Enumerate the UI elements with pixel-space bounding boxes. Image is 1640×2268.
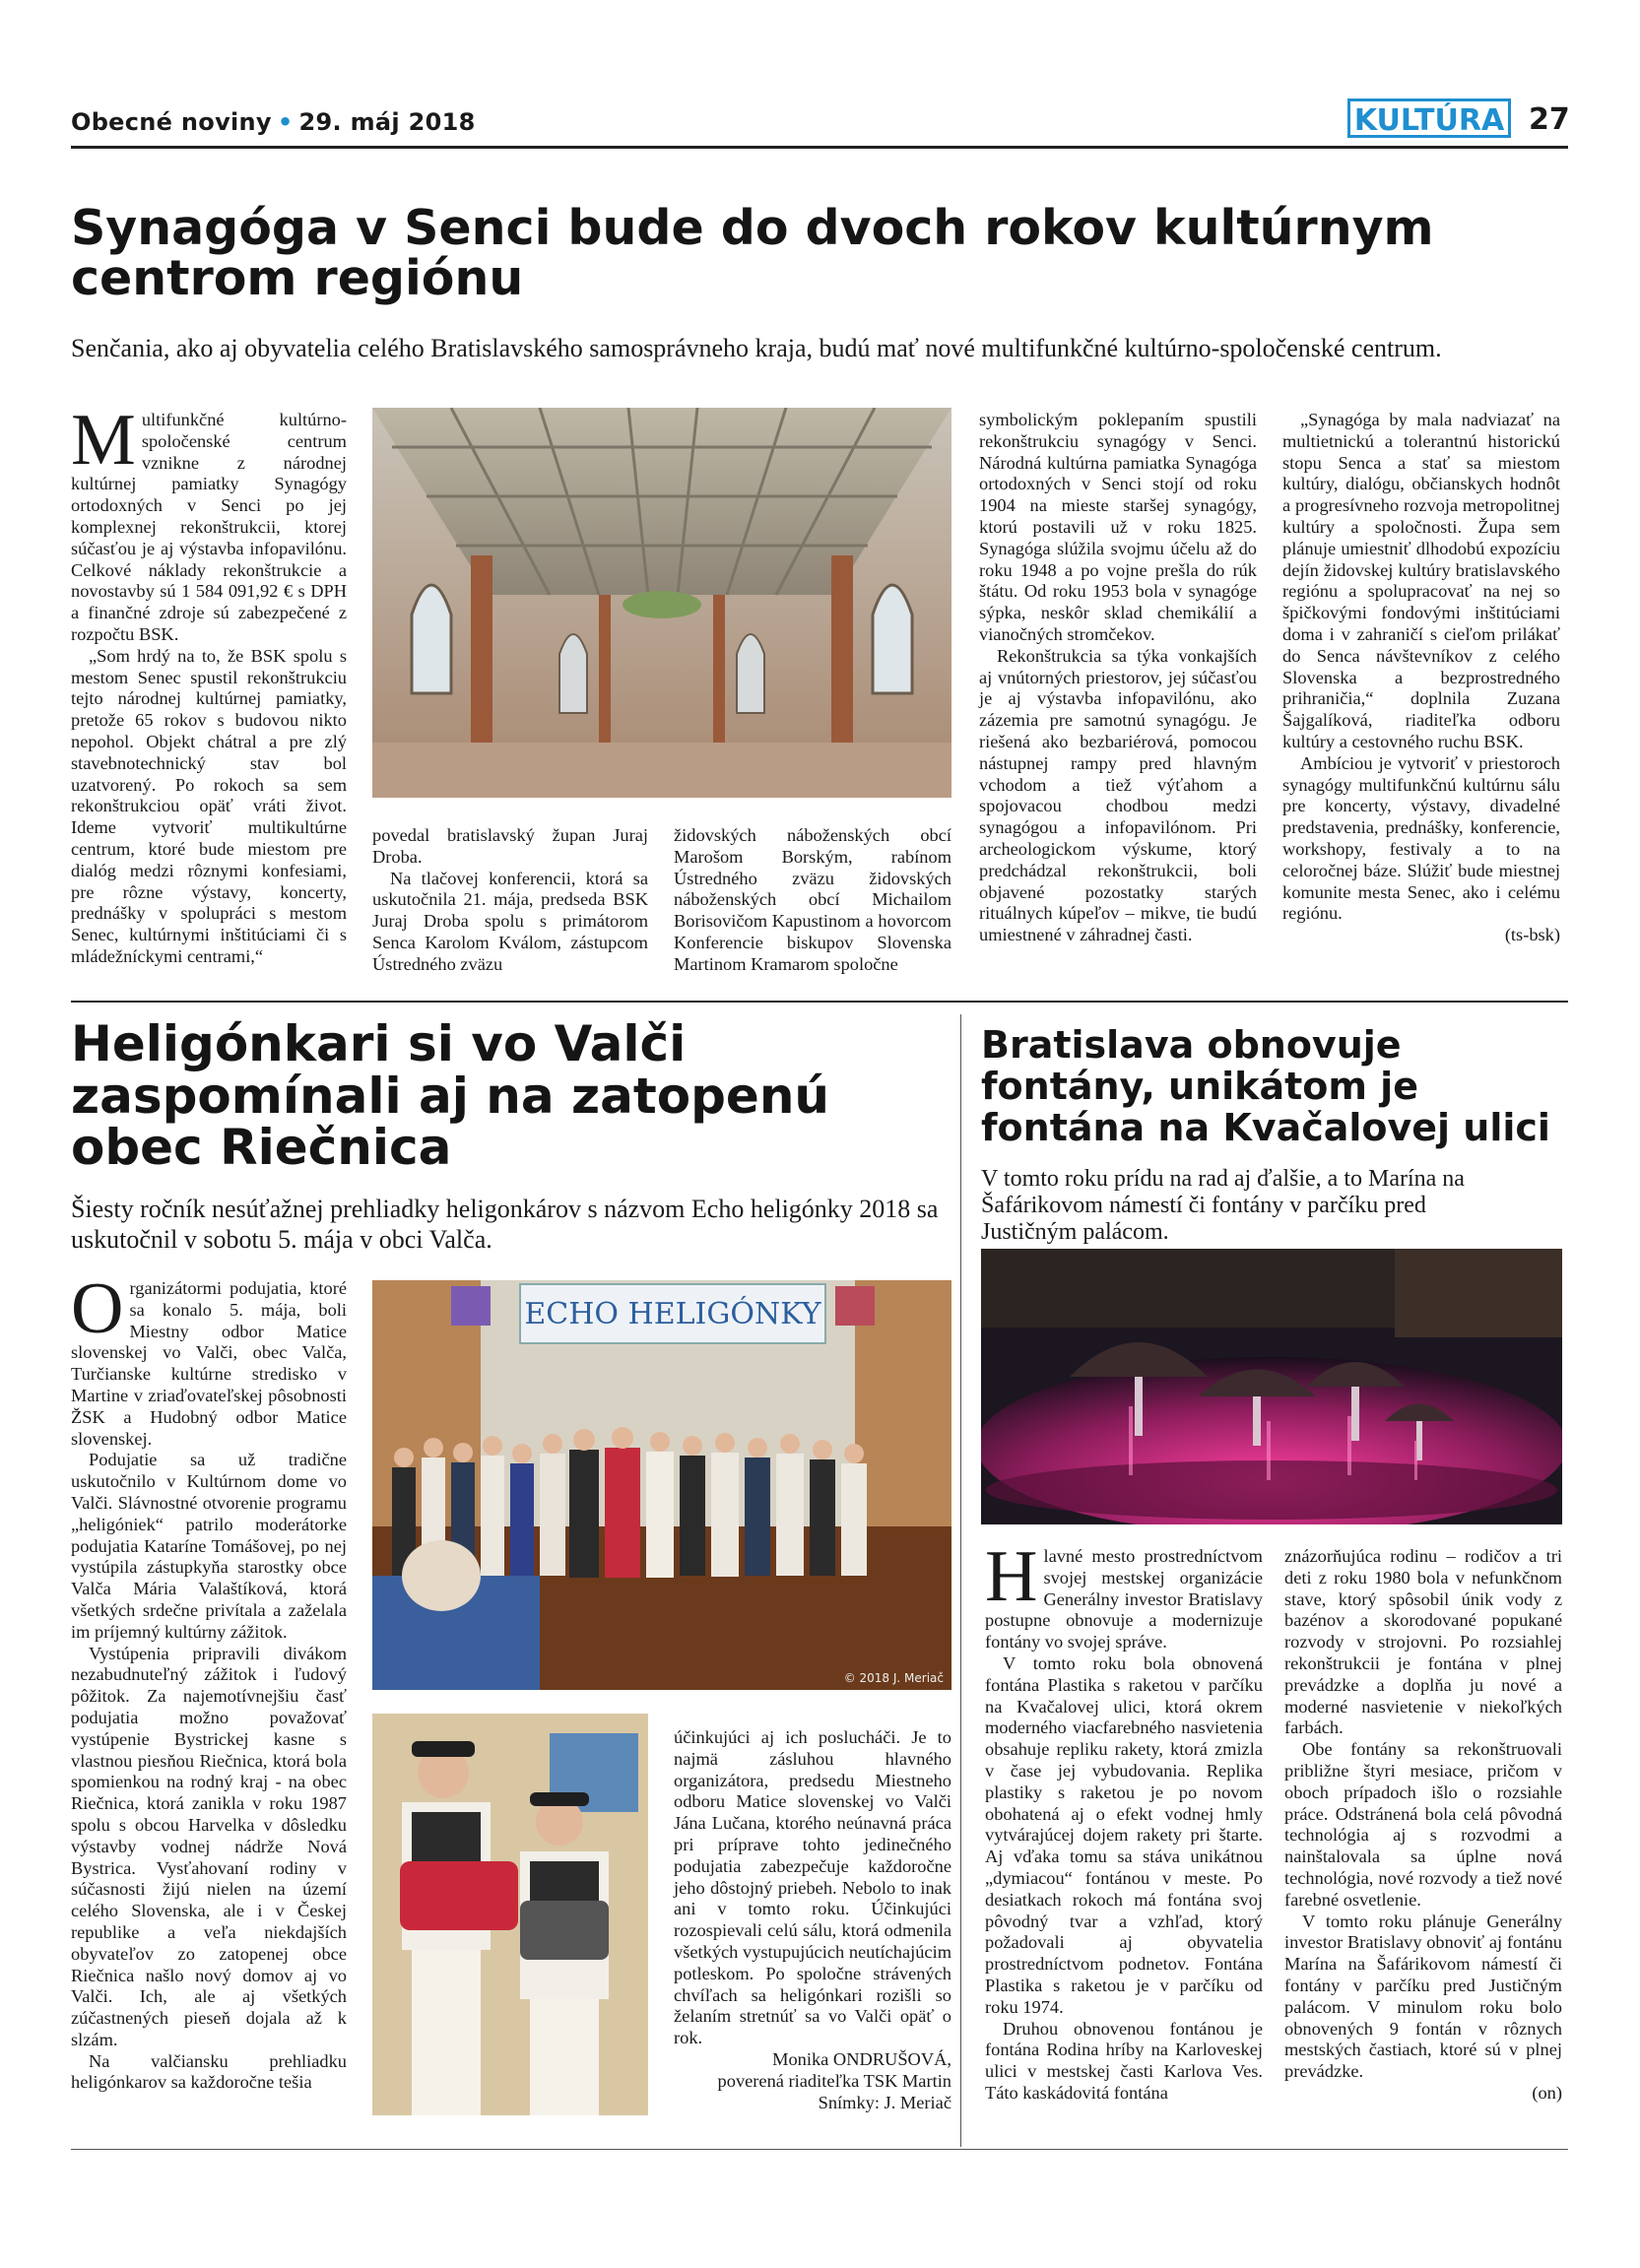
article1-paragraph: židovských náboženských obcí Marošom Borským, rabínom Ústredného zväzu židovských náboženských obcí Michailom Borisovičom Kapustinom a hovorcom Konferencie biskupov Slovenska Martinom Kramarom spoločne (674, 825, 951, 974)
article3-paragraph: Druhou obnovenou fontánou je fontána Rodina hríby na Karloveskej ulici v mestskej časti Karlova Ves. Táto kaskádovitá fontána (985, 2018, 1263, 2103)
page-number: 27 (1529, 102, 1570, 137)
article2-title: Heligónkari si vo Valči zaspomínali aj na zatopenú obec Riečnica (71, 1015, 830, 1176)
newspaper-name: Obecné noviny (71, 108, 272, 136)
photo-credit: © 2018 J. Meriač (843, 1671, 944, 1685)
article1-paragraph: Rekonštrukcia sa týka vonkajších aj vnútorných priestorov, jej súčasťou je aj výstavba infopavilónu, ako zázemia pre samotnú synagógu. Je riešená ako bezbariérová, pomocou nástupnej rampy pred hlavným vchodom a tiež výťahom a spojovacou chodbou medzi synagógou a infopavilónom. Pri archeologickom výskume, ktorý predchádzal rekonštrukcii, boli objavené pozostatky starých rituálnych kúpeľov – mikve, tie budú umiestnené v záhradnej časti. (979, 645, 1257, 945)
article3-column-1 (985, 1536, 1263, 2105)
article2-paragraph: rganizátormi podujatia, ktoré sa konalo 5. mája, boli Miestny odbor Matice slovenskej vo Valči, obec Valča, Turčianske kultúrne stredisko v Martine v zriaďovateľskej pôsobnosti ŽSK a Hudobný odbor Matice slovenskej. (71, 1278, 347, 1449)
article3-paragraph: lavné mesto prostredníctvom svojej mestskej organizácie Generálny investor Bratislavy postupne obnovuje a modernizuje fontány vo svojej správe. (985, 1546, 1263, 1652)
article3-lead: V tomto roku prídu na rad aj ďalšie, a to Marína na Šafárikovom námestí či fontány v parčíku pred Justičným palácom. (981, 1166, 1465, 1245)
article3-paragraph: znázorňujúca rodinu – rodičov a tri deti z roku 1980 bola v nefunkčnom stave, ktorý spôsobil únik vody z bazénov a skorodované popukané rozvody v strojovni. Po rozsiahlej rekonštrukcii je fontána v plnej prevádzke a doplňa ju nové a moderné nasvietenie v niekoľkých farbách. (1284, 1546, 1562, 1738)
article1-title: Synagóga v Senci bude do dvoch rokov kultúrnym centrom regiónu (71, 200, 1434, 307)
article2-column-3 (674, 1727, 951, 2113)
article2-paragraph: Vystúpenia pripravili divákom nezabudnuteľný zážitok i ľudový pôžitok. Za najemotívnejšiu časť podujatia možno považovať vystúpenie Bystrickej kasne s vlastnou piesňou Riečnica, ktorá bola spomienkou na rodný kraj - na obec Riečnica, ktorá zanikla v roku 1987 spolu s obcou Harvelka v dôsledku výstavby vodnej nádrže Nová Bystrica. Vysťahovaní rodiny v súčasnosti žijú nielen na území celého Slovenska, ale i v Českej republike a veľa niekdajších obyvateľov zo zatopenej obce Riečnica našlo nový domov aj vo Valči. Ich, ale aj všetkých zúčastnených pieseň dojala až k slzám. (71, 1643, 347, 2049)
footer-rule (71, 2149, 1568, 2150)
article2-paragraph: Podujatie sa už tradične uskutočnilo v Kultúrnom dome vo Valči. Slávnostné otvorenie programu „heligóniek“ patrilo moderátorke podujatia Kataríne Tomášovej, po nej vystúpila zástupkyňa starostky obce Valča Mária Valaštíková, ktorá všetkých srdečne privítala a zaželala im príjemný kultúrny zážitok. (71, 1450, 347, 1642)
section-tag: KULTÚRA (1347, 98, 1511, 138)
banner-text: ECHO HELIGÓNKY (524, 1297, 821, 1331)
article3-paragraph: V tomto roku plánuje Generálny investor Bratislavy obnoviť aj fontánu Marína na Šafárikovom námestí či fontány v parčíku pred Justičným palácom. V minulom roku bolo obnovených 9 fontán v rôznych mestských častiach, ktoré sú v plnej prevádzke. (1284, 1911, 1562, 2082)
article1-column-3 (674, 825, 951, 976)
article1-dropcap: M (71, 400, 136, 481)
article1-paragraph: povedal bratislavský župan Juraj Droba. (372, 825, 648, 867)
column-divider (960, 1014, 961, 2147)
folk-ensemble-stage-photo (372, 1280, 951, 1690)
article1-lead: Senčania, ako aj obyvatelia celého Bratislavského samosprávneho kraja, budú mať nové multifunkčné kultúrno-spoločenské centrum. (71, 334, 1442, 362)
article2-dropcap: O (71, 1268, 124, 1349)
article2-author-role: poverená riaditeľka TSK Martin (717, 2070, 951, 2091)
article2-column-1 (71, 1268, 347, 2094)
article1-column-1 (71, 400, 347, 968)
article2-paragraph: Na valčiansku prehliadku heligónkarov sa každoročne tešia (71, 2050, 347, 2093)
article3-signature: (on) (1532, 2082, 1562, 2103)
article3-paragraph: V tomto roku bola obnovená fontána Plastika s raketou v parčíku na Kvačalovej ulici, ktorá okrem moderného viacfarebného nasvietenia obsahuje repliku rakety, ktorá zmizla v čase jej vybudovania. Replika plastiky s raketou je po novom obohatená aj o efekt vodnej hmly vytvárajúcej dojem rakety pri štarte. Aj vďaka tomu sa stáva unikátnou „dymiacou“ fontánou v meste. Po desiatkach rokoch má fontána svoj pôvodný tvar a vzhľad, ktorý požadovali aj obyvatelia prostredníctvom podnetov. Fontána Plastika s raketou je v parčíku od roku 1974. (985, 1652, 1263, 2017)
article2-author: Monika ONDRUŠOVÁ, (772, 2048, 951, 2069)
article1-paragraph: „Som hrdý na to, že BSK spolu s mestom Senec spustil rekonštrukciu tejto národnej kultúrnej pamiatky, pretože 65 rokov s budovou nikto nepohol. Objekt chátral a pre zlý stavebnotechnický stav bol uzatvorený. Po rokoch sa sem rekonštrukciou opäť vráti život. Ideme vytvoriť multikultúrne centrum, ktoré bude miestom pre dialóg medzi rôznymi konfesiami, pre rôzne výstavy, koncerty, prednášky v spolupráci s mestom Senec, kultúrnymi inštitúciami či s mládežníckymi centrami,“ (71, 645, 347, 966)
article1-signature: (ts-bsk) (1504, 925, 1560, 945)
article1-paragraph: ultifunkčné kultúrno-spoločenské centrum vznikne z národnej kultúrnej pamiatky Synagógy ortodoxných v Senci po jej komplexnej rekonštrukcii, ktorej súčasťou je aj výstavba infopavilónu. Celkové náklady rekonštrukcie a novostavby sú 1 584 091,92 € s DPH a finančné zdroje sú zabezpečené z rozpočtu BSK. (71, 410, 347, 644)
article2-paragraph: účinkujúci aj ich poslucháči. Je to najmä zásluhou hlavného organizátora, predsedu Miestneho odboru Matice slovenskej vo Valči Jána Lučana, ktorého neúnavná práca pri príprave tohto jedinečného podujatia zabezpečuje každoročne jeho dôstojný priebeh. Nebolo to inak ani v tomto roku. Účinkujúci rozospievali celú sálu, ktorá odmenila všetkých vystupujúcich neutíchajúcim potleskom. Po spoločne strávených chvíľach sa heligónkari rozišli so želaním stretnúť sa vo Valči opäť o rok. (674, 1727, 951, 2048)
article1-paragraph: Na tlačovej konferencii, ktorá sa uskutočnila 21. mája, predseda BSK Juraj Droba spolu s primátorom Senca Karolom Kválom, zástupcom Ústredného zväzu (372, 868, 648, 974)
illuminated-fountain-photo (981, 1249, 1562, 1524)
article3-paragraph: Obe fontány sa rekonštruovali približne štyri mesiace, pričom v oboch prípadoch išlo o rozsiahle práce. Odstránená bola celá pôvodná technológia aj s rozvodmi a nainštalovala sa úplne nová technológia, nové rozvody a tiež nové farebné osvetlenie. (1284, 1739, 1562, 1910)
separator-dot: • (277, 108, 294, 136)
article1-column-4 (979, 410, 1257, 946)
article2-lead: Šiesty ročník nesúťažnej prehliadky heligonkárov s názvom Echo heligónky 2018 sa uskutočnil v sobotu 5. mája v obci Valča. (71, 1195, 939, 1254)
article1-column-5 (1282, 410, 1560, 946)
header-rule (71, 146, 1568, 149)
masthead-line (71, 108, 476, 136)
article1-paragraph: Ambíciou je vytvoriť v priestoroch synagógy multifunkčnú kultúrnu sálu pre koncerty, výstavy, divadelné predstavenia, prednášky, konferencie, workshopy, festivaly a to na celoročnej báze. Slúžiť bude miestnej komunite mesta Senec, ako i celému regiónu. (1282, 752, 1560, 924)
issue-date: 29. máj 2018 (298, 108, 476, 136)
article3-title: Bratislava obnovuje fontány, unikátom je fontána na Kvačalovej ulici (981, 1023, 1550, 1149)
article3-dropcap: H (985, 1536, 1038, 1617)
synagogue-interior-photo (372, 408, 951, 798)
article1-paragraph: „Synagóga by mala nadviazať na multietnickú a tolerantnú historickú stopu Senca a stať sa miestom kultúry, dialógu, občianskych hodnôt a progresívneho rozvoja metropolitnej kultúry a spoločnosti. Župa sem plánuje umiestniť dlhodobú expozíciu dejín židovskej kultúry bratislavského regiónu a spolupracovať na nej so špičkovými fondovými inštitúciami doma i v zahraničí s cieľom prilákať do Senca návštevníkov z celého Slovenska a bezprostredného prihraničia,“ doplnila Zuzana Šajgalíková, riaditeľka odboru kultúry a cestovného ruchu BSK. (1282, 410, 1560, 751)
section-divider (71, 1001, 1568, 1003)
article1-paragraph: symbolickým poklepaním spustili rekonštrukciu synagógy v Senci. Národná kultúrna pamiatka Synagóga ortodoxných v Senci stojí od roku 1904 na mieste staršej synagógy, ktorú postavili už v roku 1825. Synagóga slúžila svojmu účelu až do roku 1948 a po vojne prešla do rúk štátu. Od roku 1953 bola v synagóge sýpka, neskôr sklad chemikálií a vianočných stromčekov. (979, 410, 1257, 644)
article3-column-2 (1284, 1546, 1562, 2105)
article1-column-2 (372, 825, 648, 976)
article2-photos-credit: Snímky: J. Meriač (818, 2092, 951, 2112)
accordion-players-photo (372, 1714, 648, 2115)
